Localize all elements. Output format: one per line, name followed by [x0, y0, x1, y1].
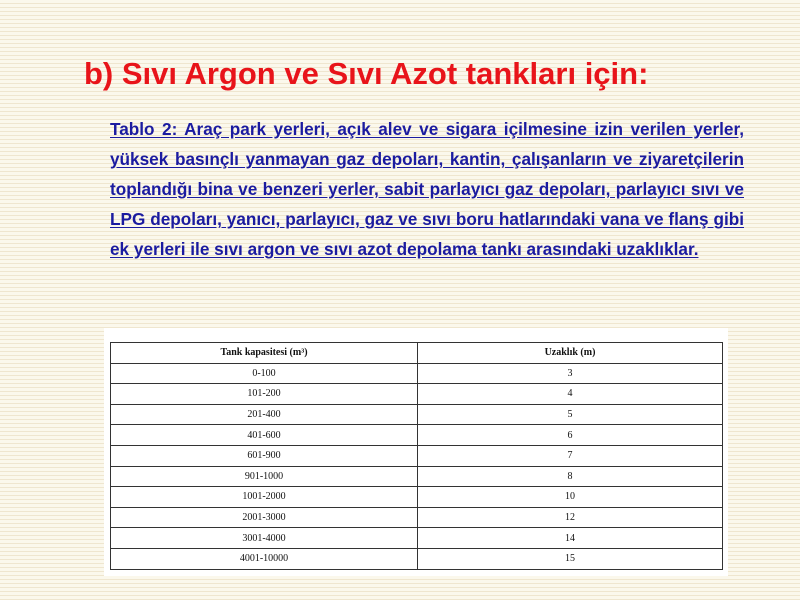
table-panel: [104, 328, 728, 576]
distance-cell: 6: [418, 425, 723, 446]
table-header-row: [111, 343, 723, 364]
table-row: [111, 466, 723, 487]
capacity-cell: 201-400: [111, 404, 418, 425]
capacity-cell: 2001-3000: [111, 507, 418, 528]
capacity-cell: 0-100: [111, 363, 418, 384]
distance-cell: 3: [418, 363, 723, 384]
distance-cell: 12: [418, 507, 723, 528]
distance-cell: 5: [418, 404, 723, 425]
distance-cell: 7: [418, 445, 723, 466]
distance-table: [110, 342, 723, 570]
table-row: [111, 445, 723, 466]
table-row: [111, 404, 723, 425]
header-distance: Uzaklık (m): [418, 343, 723, 364]
slide-title: b) Sıvı Argon ve Sıvı Azot tankları için:: [84, 56, 649, 91]
distance-cell: 14: [418, 528, 723, 549]
table-row: [111, 507, 723, 528]
distance-cell: 15: [418, 548, 723, 569]
capacity-cell: 601-900: [111, 445, 418, 466]
distance-cell: 4: [418, 384, 723, 405]
capacity-cell: 1001-2000: [111, 487, 418, 508]
table-row: [111, 384, 723, 405]
capacity-cell: 101-200: [111, 384, 418, 405]
capacity-cell: 901-1000: [111, 466, 418, 487]
table-row: [111, 425, 723, 446]
distance-cell: 10: [418, 487, 723, 508]
header-tank-capacity: Tank kapasitesi (m³): [111, 343, 418, 364]
table-row: [111, 363, 723, 384]
table-row: [111, 487, 723, 508]
capacity-cell: 401-600: [111, 425, 418, 446]
capacity-cell: 3001-4000: [111, 528, 418, 549]
capacity-cell: 4001-10000: [111, 548, 418, 569]
table-row: [111, 528, 723, 549]
distance-cell: 8: [418, 466, 723, 487]
table-caption: Tablo 2: Araç park yerleri, açık alev ve sigara içilmesine izin verilen yerler, yüksek basınçlı yanmayan gaz depoları, kantin, çalışanların ve ziyaretçilerin toplandığı bina ve benzeri yerler, sabit parlayıcı gaz depoları, parlayıcı sıvı ve LPG depoları, yanıcı, parlayıcı, gaz ve sıvı boru hatlarındaki vana ve flanş gibi ek yerleri ile sıvı argon ve sıvı azot depolama tankı arasındaki uzaklıklar.: [110, 119, 744, 259]
table-row: [111, 548, 723, 569]
